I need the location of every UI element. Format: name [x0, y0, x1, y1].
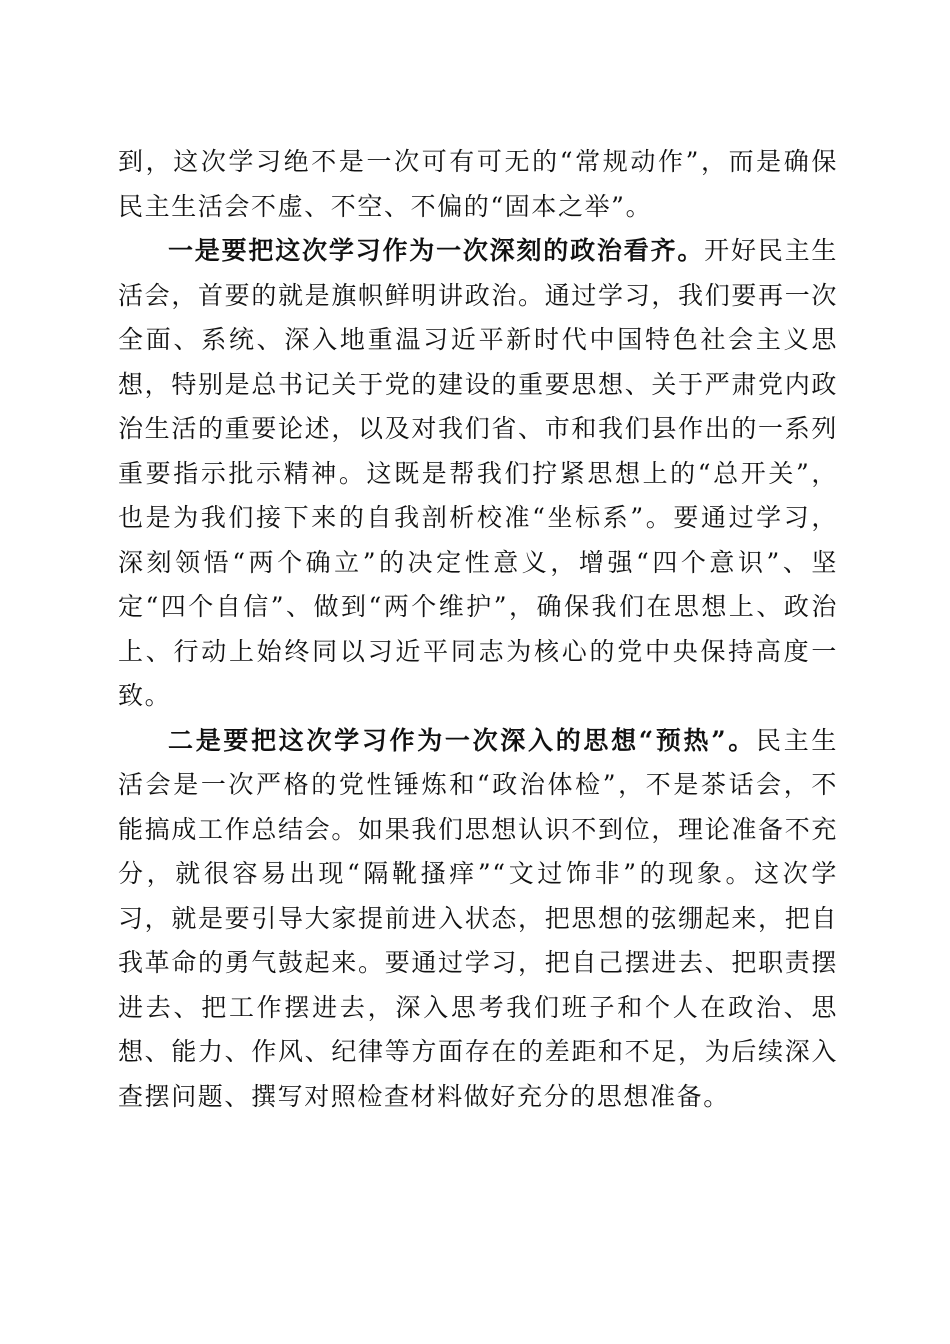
paragraph-political-alignment [118, 229, 838, 719]
paragraph-ideological-warmup [118, 719, 838, 1120]
paragraph-text: 开好民主生活会，首要的就是旗帜鲜明讲政治。通过学习，我们要再一次全面、系统、深入地重温习近平新时代中国特色社会主义思想，特别是总书记关于党的建设的重要思想、关于严肃党内政治生活的重要论述，以及对我们省、市和我们县作出的一系列重要指示批示精神。这既是帮我们拧紧思想上的“总开关”，也是为我们接下来的自我剖析校准“坐标系”。要通过学习，深刻领悟“两个确立”的决定性意义，增强“四个意识”、坚定“四个自信”、做到“两个维护”，确保我们在思想上、政治上、行动上始终同以习近平同志为核心的党中央保持高度一致。 [118, 236, 838, 710]
paragraph-lead-heading: 一是要把这次学习作为一次深刻的政治看齐。 [168, 236, 705, 265]
document-page [118, 140, 838, 1119]
paragraph-continuation [118, 140, 838, 229]
paragraph-lead-heading: 二是要把这次学习作为一次深入的思想“预热”。 [168, 725, 756, 755]
paragraph-text: 民主生活会是一次严格的党性锤炼和“政治体检”，不是茶话会，不能搞成工作总结会。如果我们思想认识不到位，理论准备不充分，就很容易出现“隔靴搔痒”“文过饰非”的现象。这次学习，就是要引导大家提前进入状态，把思想的弦绷起来，把自我革命的勇气鼓起来。要通过学习，把自己摆进去、把职责摆进去、把工作摆进去，深入思考我们班子和个人在政治、思想、能力、作风、纪律等方面存在的差距和不足，为后续深入查摆问题、撰写对照检查材料做好充分的思想准备。 [118, 725, 838, 1111]
paragraph-text: 到，这次学习绝不是一次可有可无的“常规动作”，而是确保民主生活会不虚、不空、不偏的“固本之举”。 [118, 147, 838, 221]
